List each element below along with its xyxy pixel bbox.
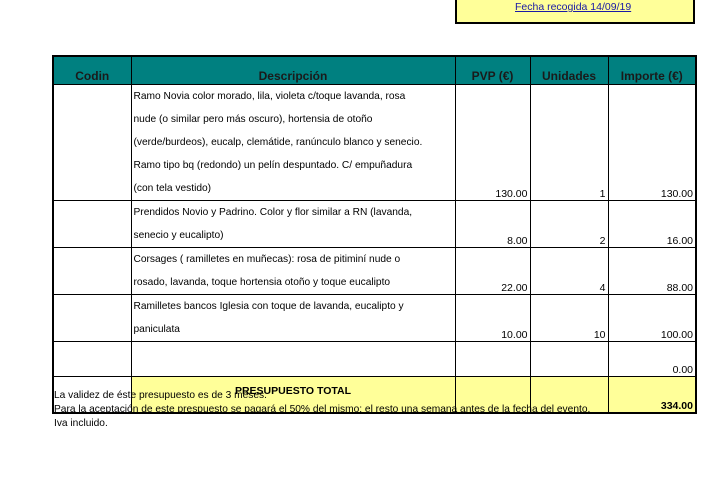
description-line: senecio y eucalipto) [133,230,224,241]
description-line: Ramo tipo bq (redondo) un pelín despuntado. C/ empuñadura [133,160,413,171]
price-cell: 10.00 [455,295,530,342]
col-header-units: Unidades [530,56,608,85]
amount-cell: 0.00 [608,342,696,377]
col-header-code: Codin [53,56,131,85]
price-cell: 130.00 [455,85,530,201]
col-header-amount: Importe (€) [608,56,696,85]
price-cell [455,342,530,377]
amount-cell: 100.00 [608,295,696,342]
table-row [53,201,696,248]
note-payment: Para la aceptación de este prespuesto se pagará el 50% del mismo; el resto una semana antes de la fecha del evento. [54,404,591,415]
description-cell [131,248,455,295]
description-line: (con tela vestido) [133,183,212,194]
pickup-date-link[interactable]: Fecha recogida 14/09/19 [515,1,632,13]
col-header-price: PVP (€) [455,56,530,85]
code-cell [53,85,131,201]
note-vat: Iva incluido. [54,418,108,429]
price-cell: 22.00 [455,248,530,295]
table-row [53,295,696,342]
description-line: rosado, lavanda, toque hortensia otoño y toque eucalipto [133,277,391,288]
amount-cell: 16.00 [608,201,696,248]
description-cell [131,201,455,248]
description-cell [131,342,455,377]
quote-table [52,55,697,414]
table-row [53,342,696,377]
amount-cell: 88.00 [608,248,696,295]
units-cell: 1 [530,85,608,201]
description-cell [131,85,455,201]
code-cell [53,295,131,342]
amount-cell: 130.00 [608,85,696,201]
note-validity: La validez de éste presupuesto es de 3 meses. [54,390,267,401]
description-line: (verde/burdeos), eucalp, clemátide, ranúnculo blanco y senecio. [133,137,423,148]
notes [54,389,590,431]
description-line: Corsages ( ramilletes en muñecas): rosa de pitiminí nude o [133,254,401,265]
pickup-date-box [455,0,695,24]
col-header-description: Descripción [131,56,455,85]
price-cell: 8.00 [455,201,530,248]
code-cell [53,248,131,295]
description-line: Ramilletes bancos Iglesia con toque de lavanda, eucalipto y [133,301,404,312]
description-cell [131,295,455,342]
description-line: nude (o similar pero más oscuro), hortensia de otoño [133,114,373,125]
description-line: Ramo Novia color morado, lila, violeta c/toque lavanda, rosa [133,91,406,102]
code-cell [53,201,131,248]
units-cell [530,342,608,377]
description-line: paniculata [133,324,180,335]
units-cell: 4 [530,248,608,295]
total-label: PRESUPUESTO TOTAL [131,377,455,413]
units-cell: 10 [530,295,608,342]
description-line: Prendidos Novio y Padrino. Color y flor similar a RN (lavanda, [133,207,413,218]
code-cell [53,342,131,377]
table-header-row [53,56,696,85]
units-cell: 2 [530,201,608,248]
total-value: 334.00 [608,377,696,413]
table-row [53,85,696,201]
table-row [53,248,696,295]
